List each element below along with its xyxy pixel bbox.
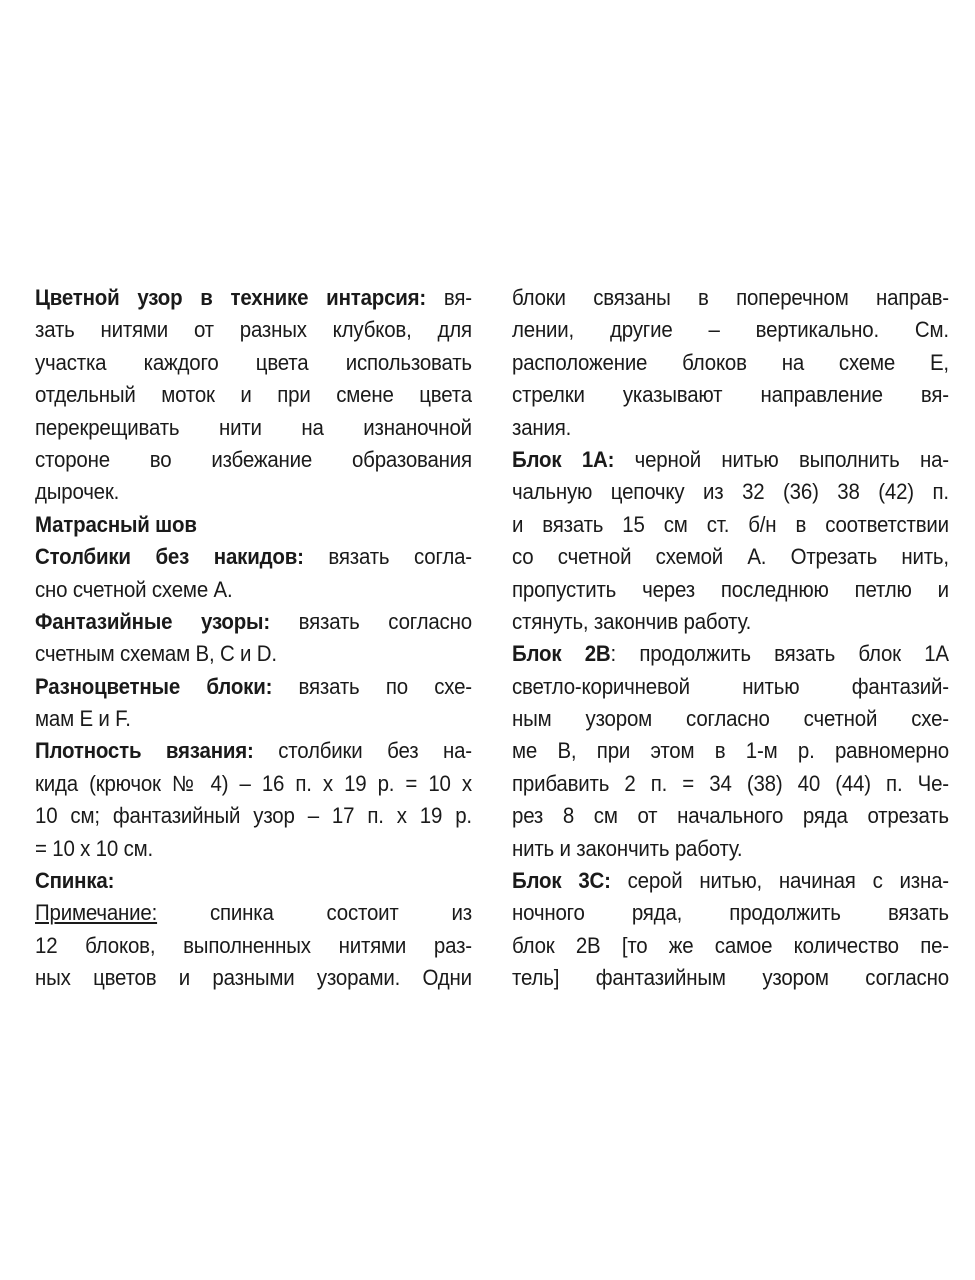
text-line [35,930,472,962]
text-line [512,930,949,962]
body-text: спинка состоит из [157,900,472,926]
body-text: стянуть, закончив работу. [512,608,752,634]
body-text: зания. [512,414,572,440]
text-line [512,412,949,444]
text-line [512,962,949,994]
text-line [35,444,472,476]
body-text: вязать согла- [303,544,472,570]
text-line [35,347,472,379]
body-text: ночного ряда, продолжить вязать [512,900,949,926]
text-line [512,574,949,606]
text-line [512,671,949,703]
text-line [512,509,949,541]
text-line [512,800,949,832]
body-text: вязать согласно [269,608,472,634]
body-text: нить и закончить работу. [512,835,743,861]
body-text: рез 8 см от начального ряда отрезать [512,803,949,829]
text-line [512,735,949,767]
body-text: чальную цепочку из 32 (36) 38 (42) п. [512,479,949,505]
body-text: вя- [426,285,472,310]
text-line [512,379,949,411]
body-text: стороне во избежание образования [35,446,472,472]
body-text: счетным схемам В, С и D. [35,641,277,667]
text-line [35,735,472,767]
text-line [512,541,949,573]
bold-heading-text: Блок 3С: [512,868,611,894]
bold-heading-text: Блок 2В [512,641,611,667]
left-text-column [35,282,470,995]
text-line [35,703,472,735]
body-text: перекрещивать нити на изнаночной [35,414,472,440]
text-line [512,638,949,670]
bold-heading-text: Спинка: [35,868,115,894]
text-line [35,282,472,314]
text-line [512,865,949,897]
body-text: вязать по схе- [272,673,472,699]
text-line [35,865,472,897]
text-line [512,282,949,314]
text-line [35,768,472,800]
body-text: со счетной схемой А. Отрезать нить, [512,544,949,570]
body-text: зать нитями от разных клубков, для [35,317,472,343]
text-line [512,347,949,379]
text-line [35,606,472,638]
body-text: мам Е и F. [35,706,131,732]
text-line [512,897,949,929]
text-line [35,476,472,508]
body-text: лении, другие – вертикально. См. [512,317,949,343]
text-line [512,476,949,508]
body-text: ме В, при этом в 1-м р. равномерно [512,738,949,764]
body-text: ным узором согласно счетной схе- [512,706,949,732]
body-text: пропустить через последнюю петлю и [512,576,949,602]
body-text: ных цветов и разными узорами. Одни [35,965,472,991]
body-text: отдельный моток и при смене цвета [35,382,472,408]
right-text-column [512,282,947,995]
bold-heading-text: Столбики без накидов: [35,544,304,570]
body-text: : продолжить вязать блок 1А [610,641,949,667]
body-text: светло-коричневой нитью фантазий- [512,673,949,699]
body-text: = 10 х 10 см. [35,835,154,861]
text-line [512,606,949,638]
body-text: стрелки указывают направление вя- [512,382,949,408]
text-line [35,897,472,929]
body-text: сно счетной схеме А. [35,576,233,602]
text-line [35,800,472,832]
text-line [35,962,472,994]
text-line [512,444,949,476]
bold-heading-text: Цветной узор в технике интарсия: [35,285,427,310]
body-text: столбики без на- [253,738,472,764]
body-text: блоки связаны в поперечном направ- [512,285,949,310]
text-line [512,703,949,735]
text-line [512,768,949,800]
text-line [512,833,949,865]
body-text: блок 2В [то же самое количество пе- [512,932,949,958]
text-line [35,412,472,444]
text-line [512,314,949,346]
body-text: участка каждого цвета использовать [35,349,472,375]
body-text: и вязать 15 см ст. б/н в соответствии [512,511,949,537]
text-line [35,314,472,346]
text-line [35,574,472,606]
body-text: прибавить 2 п. = 34 (38) 40 (44) п. Че- [512,770,949,796]
text-line [35,541,472,573]
text-line [35,638,472,670]
body-text: тель] фантазийным узором согласно [512,965,949,991]
bold-heading-text: Блок 1А: [512,446,615,472]
text-line [35,509,472,541]
bold-heading-text: Разноцветные блоки: [35,673,273,699]
bold-heading-text: Плотность вязания: [35,738,254,764]
bold-heading-text: Фантазийные узоры: [35,608,270,634]
body-text: серой нитью, начиная с изна- [610,868,949,894]
text-line [35,833,472,865]
body-text: 12 блоков, выполненных нитями раз- [35,932,472,958]
body-text: кида (крючок № 4) – 16 п. х 19 р. = 10 х [35,770,472,796]
body-text: 10 см; фантазийный узор – 17 п. х 19 р. [35,803,472,829]
text-line [35,379,472,411]
text-line [35,671,472,703]
body-text: черной нитью выполнить на- [614,446,949,472]
bold-heading-text: Матрасный шов [35,511,197,537]
underlined-label-text: Примечание: [35,900,158,926]
body-text: дырочек. [35,479,120,505]
body-text: расположение блоков на схеме Е, [512,349,949,375]
